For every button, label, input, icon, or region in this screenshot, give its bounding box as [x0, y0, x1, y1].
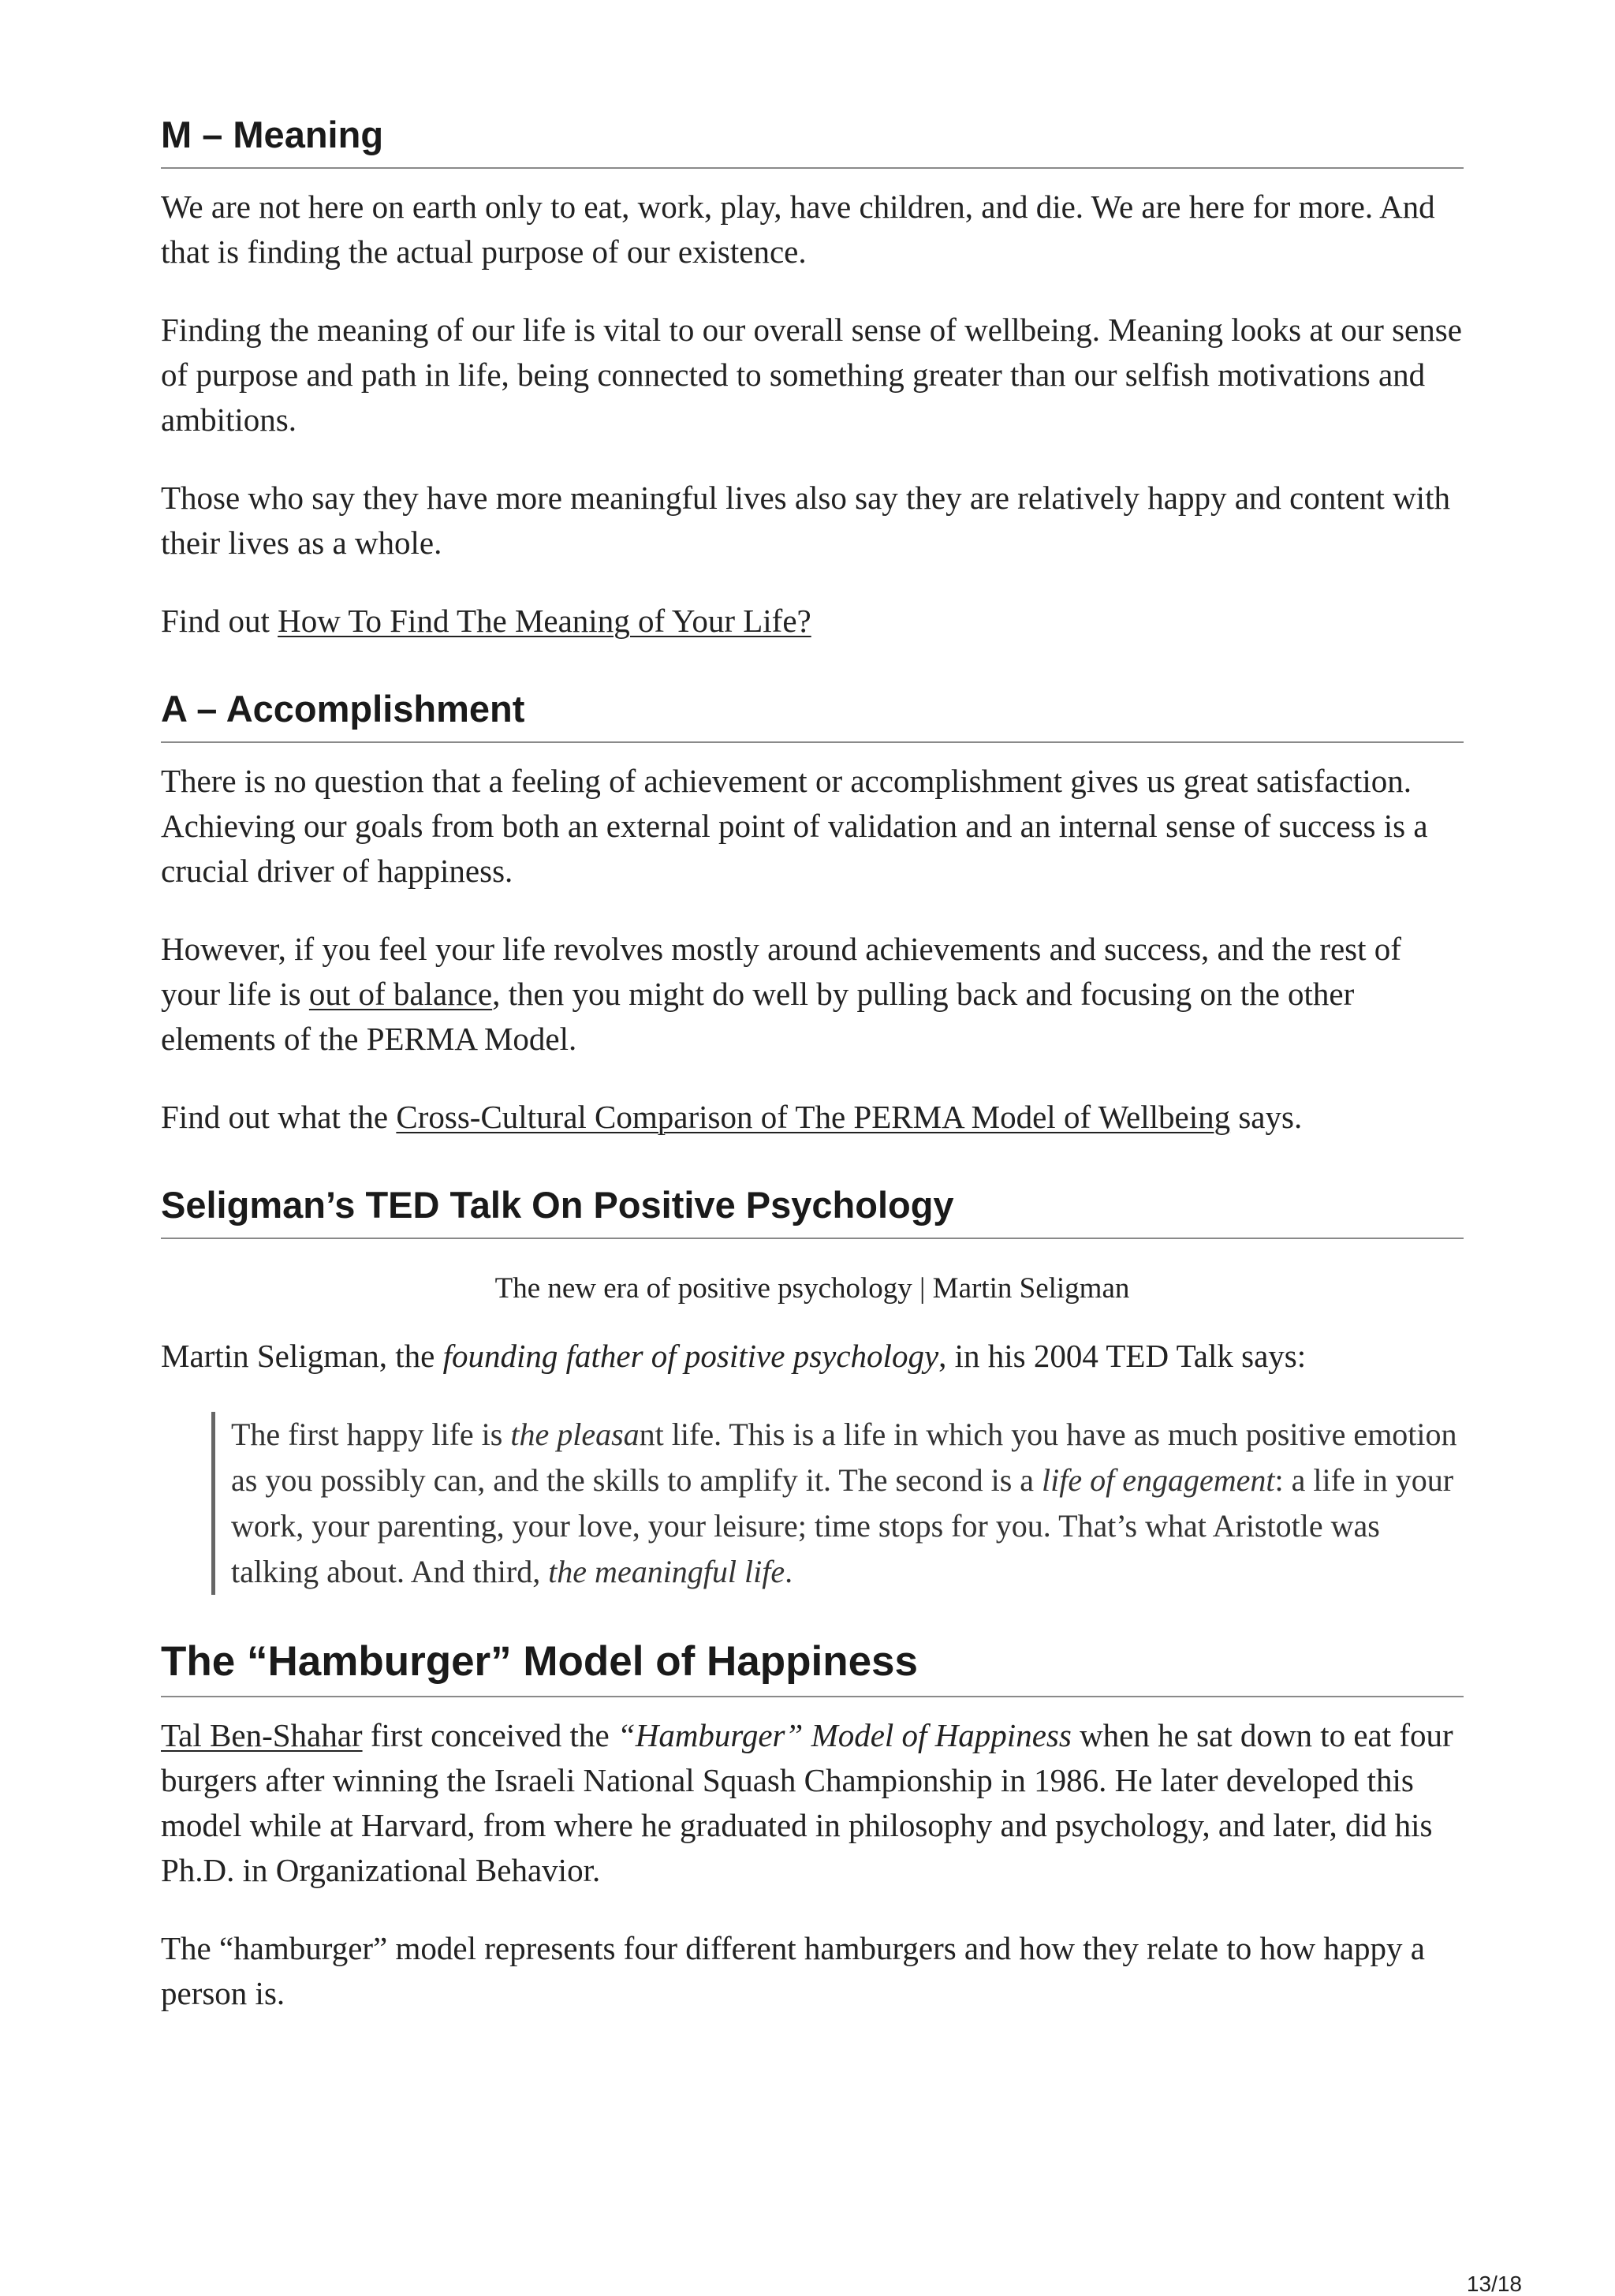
hamburger-model-heading: The “Hamburger” Model of Happiness	[161, 1628, 1464, 1697]
cross-cultural-comparison-link[interactable]: Cross-Cultural Comparison of The PERMA Model of Wellbeing	[396, 1099, 1231, 1135]
accomplishment-heading: A – Accomplishment	[161, 677, 1464, 743]
accomplishment-paragraph-1: There is no question that a feeling of achievement or accomplishment gives us great satisfaction. Achieving our goals from both an external point of validation and an internal sense of success is a crucial driver of happiness.	[161, 763, 1428, 889]
hamburger-p1-text-a: first conceived the	[362, 1717, 617, 1753]
meaning-heading: M – Meaning	[161, 103, 1464, 169]
quote-emphasis-1: the pleasa	[510, 1417, 640, 1452]
meaning-paragraph-4	[161, 599, 1464, 644]
accomplishment-paragraph-3	[161, 1095, 1464, 1140]
accomplishment-p3-prefix: Find out what the	[161, 1099, 397, 1135]
tal-ben-shahar-link[interactable]: Tal Ben-Shahar	[161, 1717, 363, 1753]
out-of-balance-link[interactable]: out of balance	[308, 976, 493, 1012]
quote-text-2: nt life. This is a life in which you have as much positive emotion as you possibly can, and the skills to amplify it. The second is a	[231, 1417, 1457, 1498]
accomplishment-paragraph-2	[161, 927, 1464, 1062]
hamburger-paragraph-2: The “hamburger” model represents four different hamburgers and how they relate to how happy a person is.	[161, 1930, 1426, 2011]
hamburger-p1-emphasis: “Hamburger” Model of Happiness	[617, 1717, 1072, 1753]
meaning-of-life-link[interactable]: How To Find The Meaning of Your Life?	[278, 603, 811, 639]
quote-emphasis-2: life of engagement	[1042, 1462, 1275, 1498]
quote-text-1: The first happy life is	[231, 1417, 511, 1452]
seligman-quote	[211, 1412, 1464, 1595]
hamburger-paragraph-1	[161, 1713, 1464, 1893]
quote-text-4: .	[785, 1554, 793, 1589]
hamburger-p1-text-b: when he sat down to eat four burgers after winning the Israeli National Squash Championship in 1986. He later developed this model while at Harvard, from where he graduated in philosophy and psychology, and later, did his Ph.D. in Organizational Behavior.	[161, 1717, 1453, 1888]
ted-intro-text-a: Martin Seligman, the	[161, 1338, 443, 1374]
quote-emphasis-3: the meaningful life	[548, 1554, 785, 1589]
quote-text-3: : a life in your work, your parenting, your love, your leisure; time stops for you. That’s what Aristotle was talking about. And third,	[231, 1462, 1454, 1589]
meaning-paragraph-3: Those who say they have more meaningful lives also say they are relatively happy and content with their lives as a whole.	[161, 480, 1450, 561]
accomplishment-p2-text-b: , then you might do well by pulling back and focusing on the other elements of the PERMA Model.	[161, 976, 1355, 1057]
ted-talk-heading: Seligman’s TED Talk On Positive Psychology	[161, 1173, 1464, 1239]
accomplishment-p3-suffix: says.	[1230, 1099, 1303, 1135]
meaning-paragraph-2: Finding the meaning of our life is vital to our overall sense of wellbeing. Meaning looks at our sense of purpose and path in life, being connected to something greater than our selfish motivations and ambitions.	[161, 312, 1462, 438]
accomplishment-p2-text-a: However, if you feel your life revolves mostly around achievements and success, and the rest of your life is	[161, 931, 1401, 1012]
page-number: 13/18	[1466, 2272, 1522, 2296]
ted-intro-paragraph	[161, 1334, 1464, 1379]
ted-intro-emphasis: founding father of positive psychology	[442, 1338, 939, 1374]
article-content	[161, 103, 1464, 2049]
ted-intro-text-b: , in his 2004 TED Talk says:	[938, 1338, 1307, 1374]
video-title: The new era of positive psychology | Martin Seligman	[494, 1272, 1130, 1305]
meaning-p4-prefix: Find out	[161, 603, 278, 639]
meaning-paragraph-1: We are not here on earth only to eat, work, play, have children, and die. We are here for more. And that is finding the actual purpose of our existence.	[161, 189, 1435, 270]
